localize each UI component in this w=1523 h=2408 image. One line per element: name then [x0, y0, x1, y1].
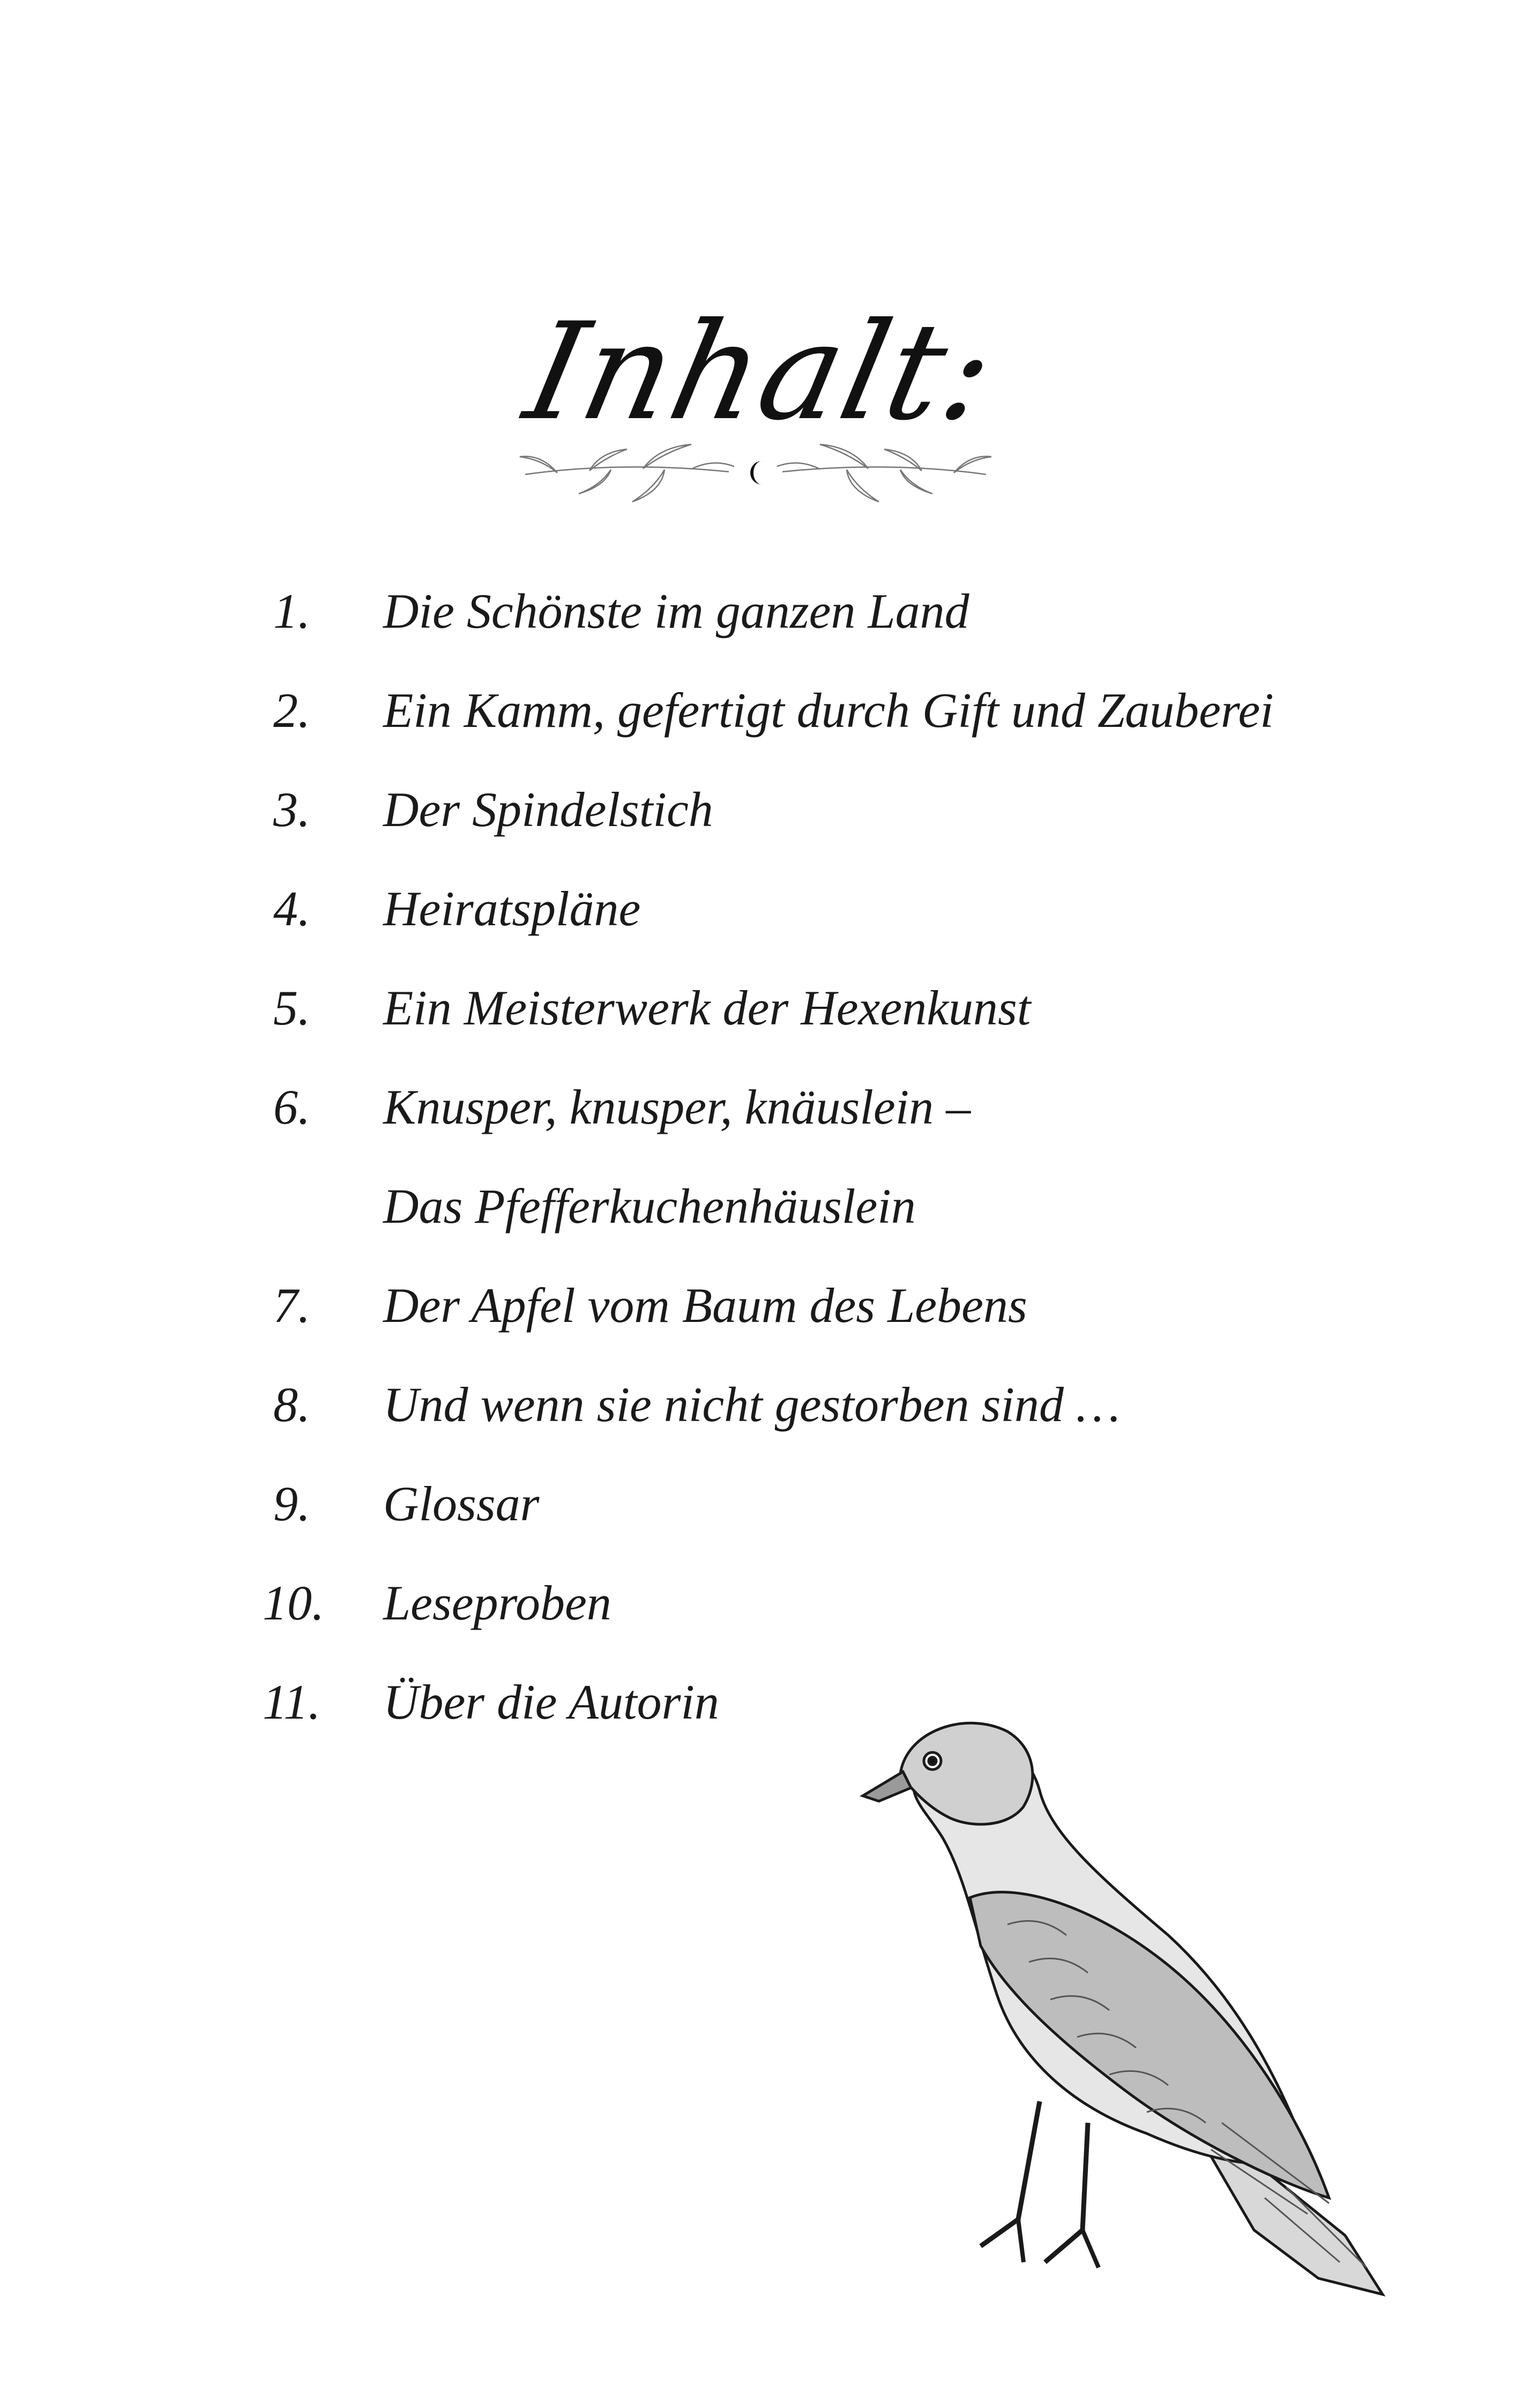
- toc-item[interactable]: [0, 777, 1523, 842]
- toc-item[interactable]: [0, 1471, 1523, 1536]
- toc-label: Die Schönste im ganzen Land: [383, 584, 969, 638]
- toc-number: 2.: [273, 683, 310, 738]
- toc-item[interactable]: [0, 678, 1523, 742]
- toc-number: 8.: [273, 1377, 310, 1432]
- toc-number: 10.: [263, 1575, 324, 1630]
- toc-number: 11.: [263, 1675, 321, 1729]
- toc-item[interactable]: [0, 579, 1523, 643]
- toc-number: 3.: [273, 782, 310, 837]
- toc-label-continuation: Das Pfefferkuchenhäuslein: [383, 1179, 916, 1233]
- toc-number: 5.: [273, 980, 310, 1035]
- toc-label: Über die Autorin: [383, 1675, 719, 1729]
- toc-label: Glossar: [383, 1476, 540, 1531]
- toc-label: Ein Meisterwerk der Hexenkunst: [383, 980, 1031, 1035]
- toc-item[interactable]: [0, 1075, 1523, 1139]
- toc-item[interactable]: [0, 1273, 1523, 1337]
- leaf-branch-moon-ornament: [514, 423, 997, 515]
- toc-item[interactable]: [0, 1571, 1523, 1635]
- toc-label: Der Spindelstich: [383, 782, 713, 837]
- toc-item[interactable]: [0, 976, 1523, 1040]
- toc-item[interactable]: [0, 876, 1523, 941]
- pigeon-illustration: [847, 1694, 1415, 2321]
- toc-number: 7.: [273, 1278, 310, 1333]
- toc-label: Und wenn sie nicht gestorben sind …: [383, 1377, 1120, 1432]
- toc-number: 4.: [273, 881, 310, 936]
- toc-label: Heiratspläne: [383, 881, 641, 936]
- toc-label: Knusper, knusper, knäuslein –: [383, 1080, 971, 1134]
- toc-number: 9.: [273, 1476, 310, 1531]
- toc-label: Der Apfel vom Baum des Lebens: [383, 1278, 1027, 1333]
- toc-number: 6.: [273, 1080, 310, 1134]
- page-title: Inhalt:: [513, 293, 1010, 450]
- toc-label: Leseproben: [383, 1575, 611, 1630]
- toc-number: 1.: [273, 584, 310, 638]
- toc-item[interactable]: [0, 1372, 1523, 1437]
- toc-label: Ein Kamm, gefertigt durch Gift und Zauberei: [383, 683, 1274, 738]
